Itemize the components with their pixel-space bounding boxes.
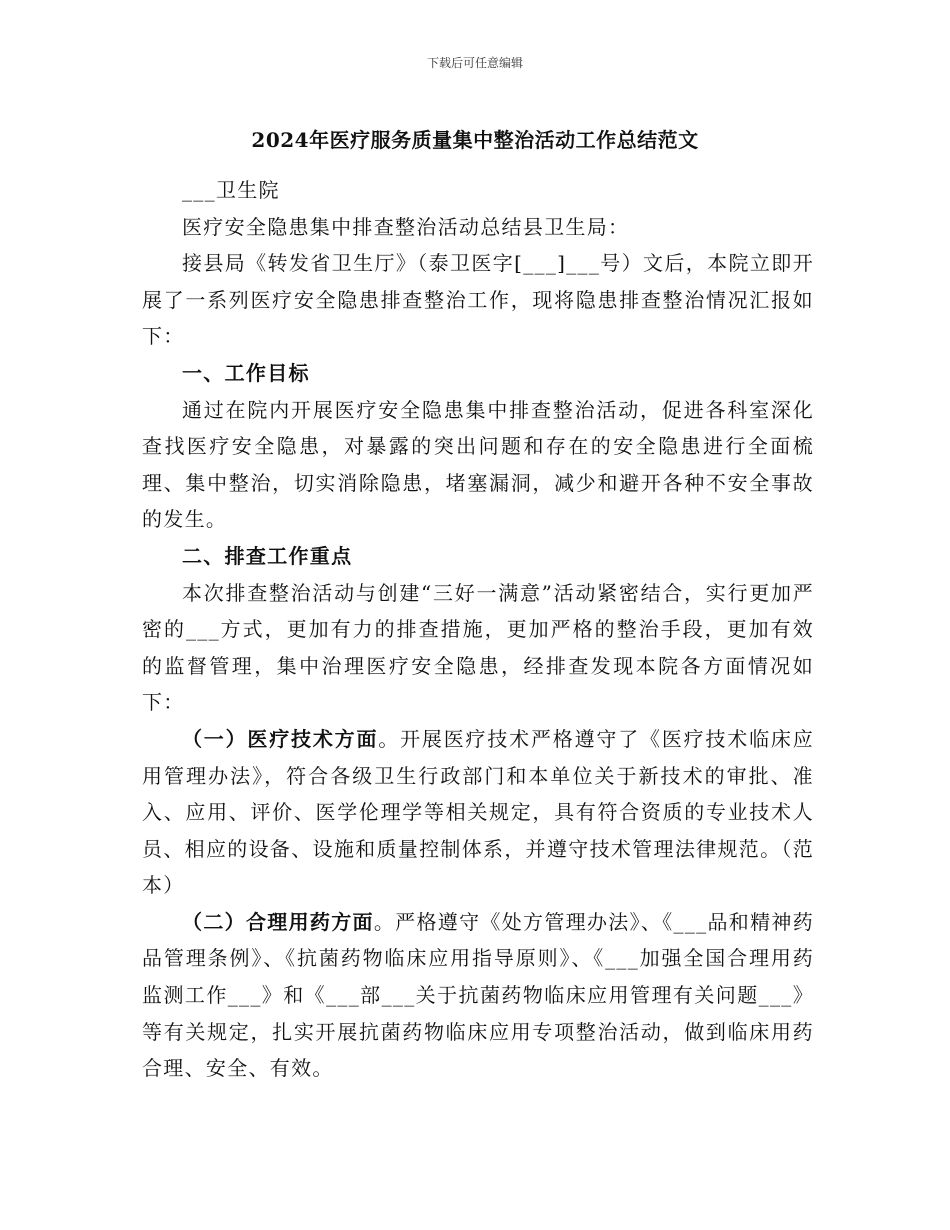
paragraph-rational-drug-use	[142, 904, 814, 1087]
paragraph-medical-technology	[142, 721, 814, 904]
lead-rational-drug-use: （二）合理用药方面	[182, 909, 374, 934]
text-rational-drug-use: 。严格遵守《处方管理办法》、《___品和精神药品管理条例》、《抗菌药物临床应用指导原则》、《___加强全国合理用药监测工作___》和《___部___关于抗菌药物临床应用管理有关问题___》等有关规定，扎实开展抗菌药物临床应用专项整治活动，做到临床用药合理、安全、有效。	[142, 909, 814, 1081]
document-title: 2024年医疗服务质量集中整治活动工作总结范文	[251, 128, 699, 152]
paragraph-addressee: 医疗安全隐患集中排查整治活动总结县卫生局：	[182, 214, 630, 239]
paragraph-hospital: ___卫生院	[182, 178, 280, 202]
paragraph-inspection-focus: 本次排查整治活动与创建“三好一满意”活动紧密结合，实行更加严密的___方式，更加有力的排查措施，更加严格的整治手段，更加有效的监督管理，集中治理医疗安全隐患，经排查发现本院各方面情况如下：	[142, 580, 814, 715]
text-medical-technology: 。开展医疗技术严格遵守了《医疗技术临床应用管理办法》，符合各级卫生行政部门和本单位关于新技术的审批、准入、应用、评价、医学伦理学等相关规定，具有符合资质的专业技术人员、相应的设备、设施和质量控制体系，并遵守技术管理法律规范。（范本）	[142, 726, 814, 898]
paragraph-intro: 接县局《转发省卫生厅》（泰卫医字[___]___号）文后，本院立即开展了一系列医疗安全隐患排查整治工作，现将隐患排查整治情况汇报如下：	[142, 251, 814, 349]
paragraph-work-goal: 通过在院内开展医疗安全隐患集中排查整治活动，促进各科室深化查找医疗安全隐患，对暴露的突出问题和存在的安全隐患进行全面梳理、集中整治，切实消除隐患，堵塞漏洞，减少和避开各种不安全事故的发生。	[142, 397, 814, 532]
heading-work-goal: 一、工作目标	[182, 360, 310, 385]
header-note: 下载后可任意编辑	[426, 56, 523, 70]
lead-medical-technology: （一）医疗技术方面	[182, 726, 379, 751]
document-body	[142, 172, 814, 1087]
heading-inspection-focus: 二、排查工作重点	[182, 543, 353, 568]
